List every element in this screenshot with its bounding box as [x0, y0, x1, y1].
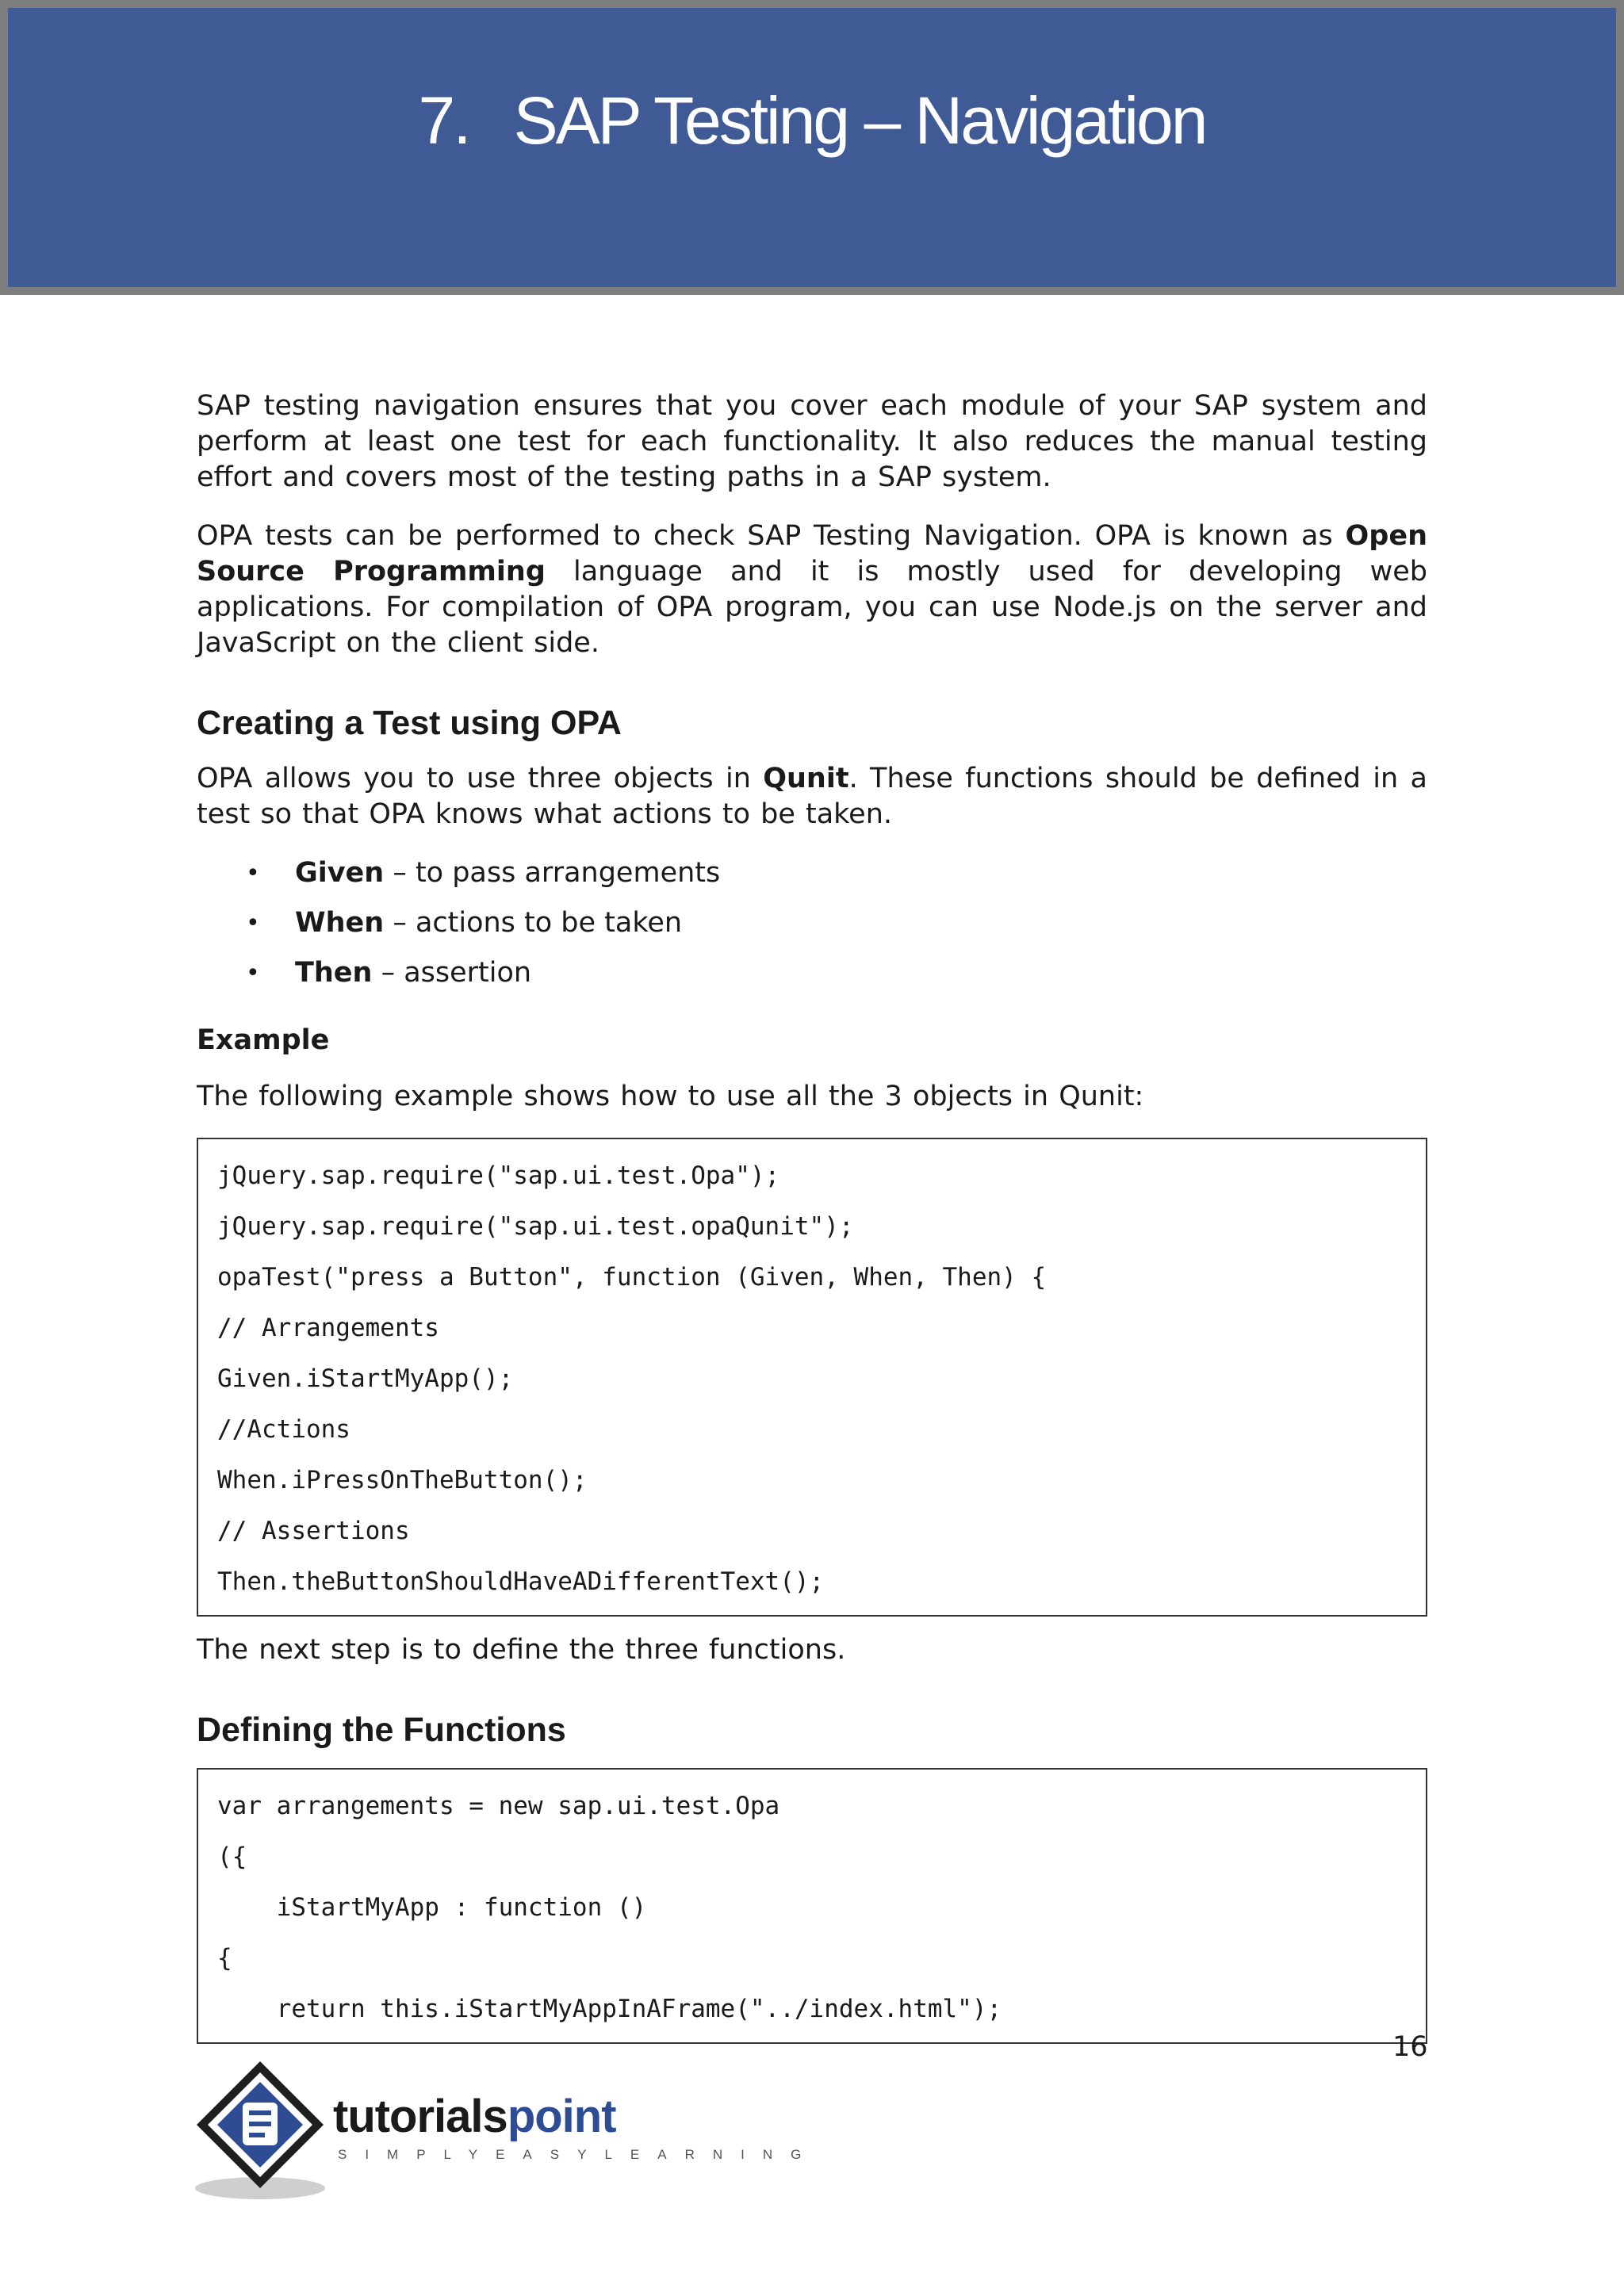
bullet-desc: – to pass arrangements: [384, 857, 721, 889]
code-line: ({: [217, 1843, 247, 1871]
chapter-title: [8, 83, 1616, 158]
example-intro: The following example shows how to use all the 3 objects in Qunit:: [197, 1081, 1144, 1112]
tutorialspoint-logo: [190, 2055, 820, 2206]
code-line: Given.iStartMyApp();: [217, 1364, 514, 1393]
bullet-desc: – actions to be taken: [384, 907, 683, 939]
logo-tagline: SIMPLYEASYLEARNING: [338, 2147, 820, 2162]
code-block-functions: [197, 1768, 1427, 2044]
code-line: // Assertions: [217, 1517, 410, 1545]
intro-paragraph-1: SAP testing navigation ensures that you cover each module of your SAP system and perform at least one test for each functionality. It also reduces the manual testing effort and covers most of the testing paths in a SAP system.: [197, 390, 1427, 493]
section-heading-creating-test: Creating a Test using OPA: [197, 704, 622, 742]
code-line: {: [217, 1944, 232, 1973]
intro-p2-start: OPA tests can be performed to check SAP Testing Navigation. OPA is known as: [197, 520, 1346, 552]
bullet-term: Given: [295, 857, 385, 889]
code-line: Then.theButtonShouldHaveADifferentText();: [217, 1567, 825, 1596]
section1-p-start: OPA allows you to use three objects in: [197, 763, 764, 794]
list-item: [197, 955, 1427, 991]
bullet-icon: •: [246, 909, 260, 937]
code-line: return this.iStartMyAppInAFrame("../index.html");: [217, 1995, 1002, 2023]
bullet-icon: •: [246, 959, 260, 987]
bullet-term: Then: [295, 957, 373, 989]
intro-p2-bold: Open Source Programming: [197, 520, 1427, 587]
code-line: iStartMyApp : function (): [217, 1893, 647, 1922]
bullet-desc: – assertion: [372, 957, 532, 989]
list-item: [197, 855, 1427, 891]
logo-diamond-icon: [190, 2055, 333, 2206]
after-code-paragraph: The next step is to define the three functions.: [197, 1634, 846, 1666]
page-content: [197, 388, 1427, 2060]
logo-word-point: point: [507, 2091, 616, 2142]
code-block-example: [197, 1138, 1427, 1617]
logo-wordmark: [333, 2090, 616, 2143]
code-line: jQuery.sap.require("sap.ui.test.Opa");: [217, 1161, 780, 1190]
code-line: opaTest("press a Button", function (Given, When, Then) {: [217, 1263, 1047, 1292]
code-line: When.iPressOnTheButton();: [217, 1466, 588, 1494]
chapter-number: 7.: [418, 83, 469, 158]
code-line: // Arrangements: [217, 1314, 439, 1342]
intro-paragraph-2: [197, 519, 1427, 661]
bullet-term: When: [295, 907, 385, 939]
bullet-icon: •: [246, 859, 260, 887]
section-heading-defining-functions: Defining the Functions: [197, 1711, 566, 1749]
bullet-list: [197, 855, 1427, 991]
section1-p-bold: Qunit: [763, 763, 849, 794]
section1-p-end: . These functions should be defined in a test so that OPA knows what actions to be taken.: [197, 763, 1427, 830]
list-item: [197, 905, 1427, 941]
example-label: Example: [197, 1024, 330, 1056]
chapter-header-band: [0, 0, 1624, 295]
code-line: //Actions: [217, 1415, 350, 1444]
logo-word-tutorials: tutorials: [333, 2091, 508, 2142]
chapter-title-text: SAP Testing – Navigation: [513, 83, 1206, 158]
code-line: var arrangements = new sap.ui.test.Opa: [217, 1792, 780, 1820]
code-line: jQuery.sap.require("sap.ui.test.opaQunit");: [217, 1212, 854, 1241]
section1-paragraph: [197, 761, 1427, 832]
intro-p2-end: language and it is mostly used for developing web applications. For compilation of OPA program, you can use Node.js on the server and JavaScript on the client side.: [197, 556, 1427, 659]
page-number: 16: [1392, 2031, 1428, 2063]
